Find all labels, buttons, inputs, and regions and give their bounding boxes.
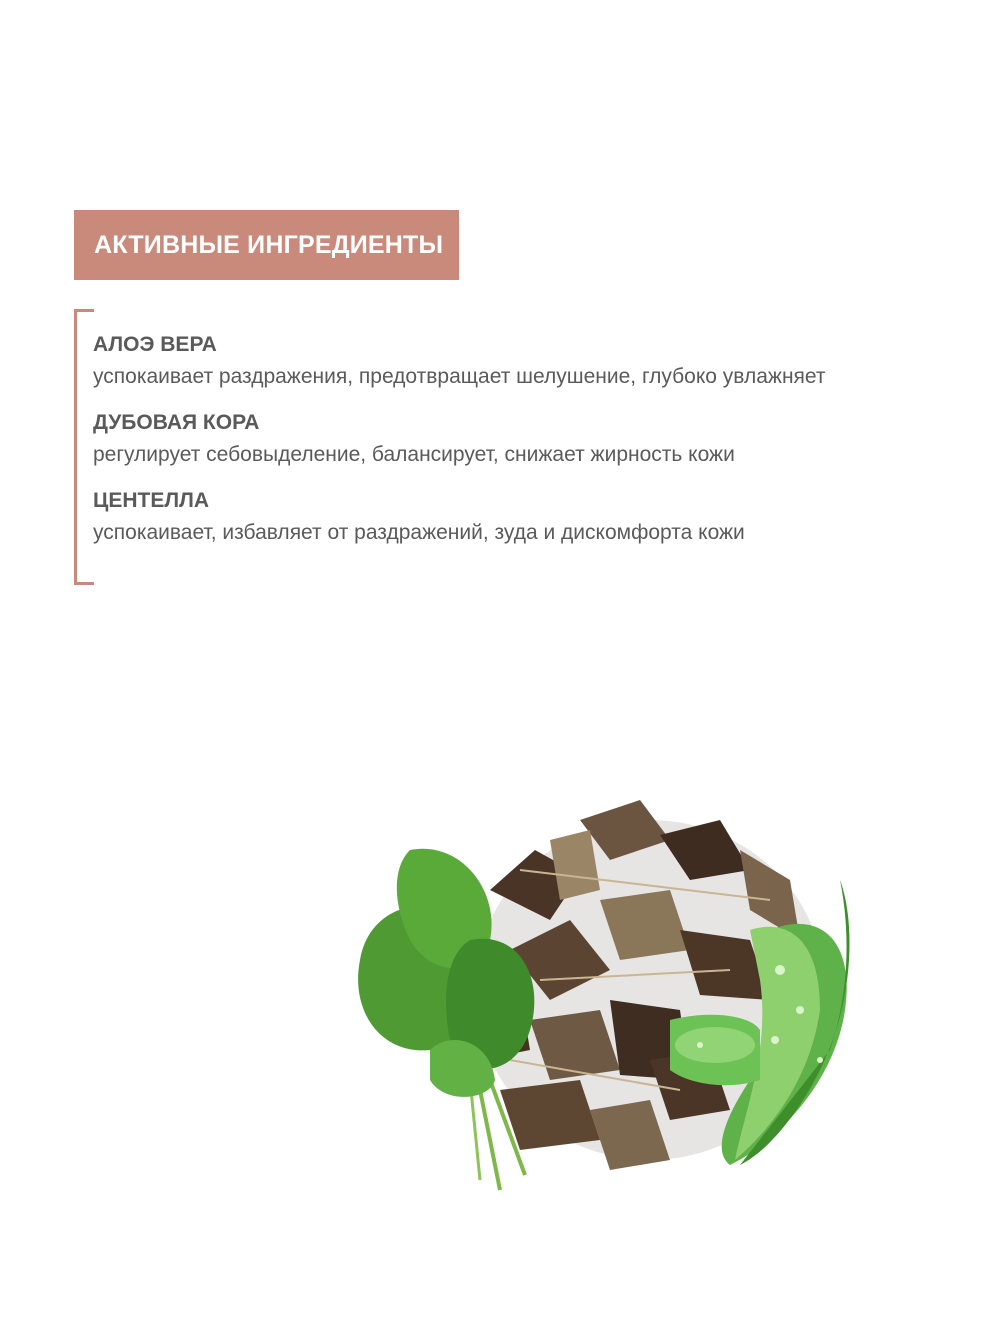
ingredient-item-oak-bark xyxy=(93,408,973,472)
page-title: АКТИВНЫЕ ИНГРЕДИЕНТЫ xyxy=(94,230,444,259)
ingredient-name: АЛОЭ ВЕРА xyxy=(93,333,217,356)
ingredient-item-centella xyxy=(93,486,973,550)
ingredient-name: ЦЕНТЕЛЛА xyxy=(93,489,209,512)
ingredient-item-aloe xyxy=(93,330,973,394)
title-banner xyxy=(74,210,459,280)
list-bracket-divider xyxy=(74,309,94,585)
ingredient-list xyxy=(93,330,973,564)
ingredients-illustration xyxy=(350,780,870,1200)
ingredient-description: успокаивает, избавляет от раздражений, зуда и дискомфорта кожи xyxy=(93,521,745,544)
ingredient-name: ДУБОВАЯ КОРА xyxy=(93,411,260,434)
ingredient-description: успокаивает раздражения, предотвращает шелушение, глубоко увлажняет xyxy=(93,365,826,388)
ingredient-description: регулирует себовыделение, балансирует, снижает жирность кожи xyxy=(93,443,735,466)
